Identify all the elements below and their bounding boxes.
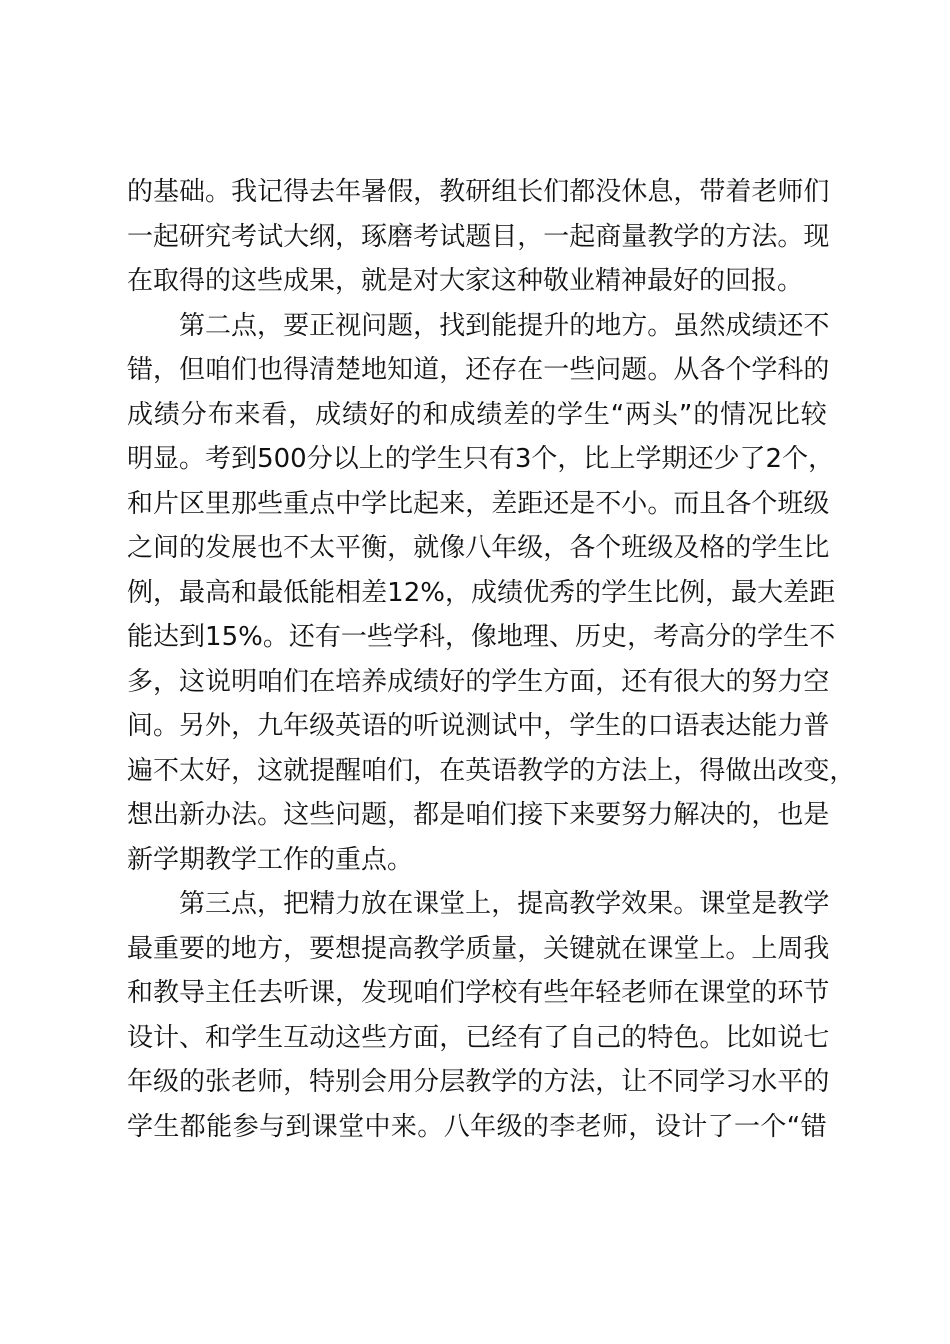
text-line: 多 ， 这 说 明 咱 们 在 培 养 成 绩 好 的 学 生 方 面 ， 还 有 很 大 的 努 力 空 — [127, 666, 830, 697]
text-line: 明 显 。 考 到 5 0 0 分 以 上 的 学 生 只 有 3 个 ， 比 上 学 期 还 少 了 2 个 ， — [127, 444, 835, 474]
paragraph-first-line: 第 三 点 ， 把 精 力 放 在 课 堂 上 ， 提 高 教 学 效 果 。 课 堂 是 教 学 — [179, 889, 830, 919]
text-line: 一 起 研 究 考 试 大 纲 ， 琢 磨 考 试 题 目 ， 一 起 商 量 教 学 的 方 法 。 现 — [127, 221, 830, 252]
text-line: 学 生 都 能 参 与 到 课 堂 中 来 。 八 年 级 的 李 老 师 ， 设 计 了 一 个 “ 错 — [127, 1111, 827, 1142]
text-line: 最 重 要 的 地 方 ， 要 想 提 高 教 学 质 量 ， 关 键 就 在 课 堂 上 。 上 周 我 — [127, 933, 830, 964]
text-line: 成 绩 分 布 来 看 ， 成 绩 好 的 和 成 绩 差 的 学 生 “ 两 头 ” 的 情 况 比 较 — [127, 399, 827, 430]
text-line: 在取得的这些成果，就是对大家这种敬业精神最好的回报。 — [127, 266, 804, 296]
text-line: 错 ， 但 咱 们 也 得 清 楚 地 知 道 ， 还 存 在 一 些 问 题 。 从 各 个 学 科 的 — [127, 355, 830, 385]
paragraph-first-line: 第 二 点 ， 要 正 视 问 题 ， 找 到 能 提 升 的 地 方 。 虽 然 成 绩 还 不 — [179, 310, 830, 341]
text-line: 例 ， 最 高 和 最 低 能 相 差 1 2 % ， 成 绩 优 秀 的 学 生 比 例 ， 最 大 差 距 — [127, 577, 836, 608]
text-line: 设 计 、 和 学 生 互 动 这 些 方 面 ， 已 经 有 了 自 己 的 特 色 。 比 如 说 七 — [127, 1022, 830, 1053]
text-line: 之 间 的 发 展 也 不 太 平 衡 ， 就 像 八 年 级 ， 各 个 班 级 及 格 的 学 生 比 — [127, 533, 830, 563]
text-line: 的 基 础 。 我 记 得 去 年 暑 假 ， 教 研 组 长 们 都 没 休 息 ， 带 着 老 师 们 — [127, 177, 830, 207]
text-line: 和 片 区 里 那 些 重 点 中 学 比 起 来 ， 差 距 还 是 不 小 。 而 且 各 个 班 级 — [127, 488, 830, 519]
text-line: 想 出 新 办 法 。 这 些 问 题 ， 都 是 咱 们 接 下 来 要 努 力 解 决 的 ， 也 是 — [127, 800, 830, 830]
text-line: 新学期教学工作的重点。 — [127, 844, 414, 875]
text-line: 年 级 的 张 老 师 ， 特 别 会 用 分 层 教 学 的 方 法 ， 让 不 同 学 习 水 平 的 — [127, 1067, 830, 1097]
body-text — [127, 170, 856, 1149]
text-line: 和 教 导 主 任 去 听 课 ， 发 现 咱 们 学 校 有 些 年 轻 老 师 在 课 堂 的 环 节 — [127, 978, 830, 1008]
text-line: 遍 不 太 好 ， 这 就 提 醒 咱 们 ， 在 英 语 教 学 的 方 法 上 ， 得 做 出 改 变 ， — [127, 755, 856, 786]
text-line: 能 达 到 1 5 % 。 还 有 一 些 学 科 ， 像 地 理 、 历 史 ， 考 高 分 的 学 生 不 — [127, 622, 836, 652]
text-line: 间 。 另 外 ， 九 年 级 英 语 的 听 说 测 试 中 ， 学 生 的 口 语 表 达 能 力 普 — [127, 711, 830, 741]
